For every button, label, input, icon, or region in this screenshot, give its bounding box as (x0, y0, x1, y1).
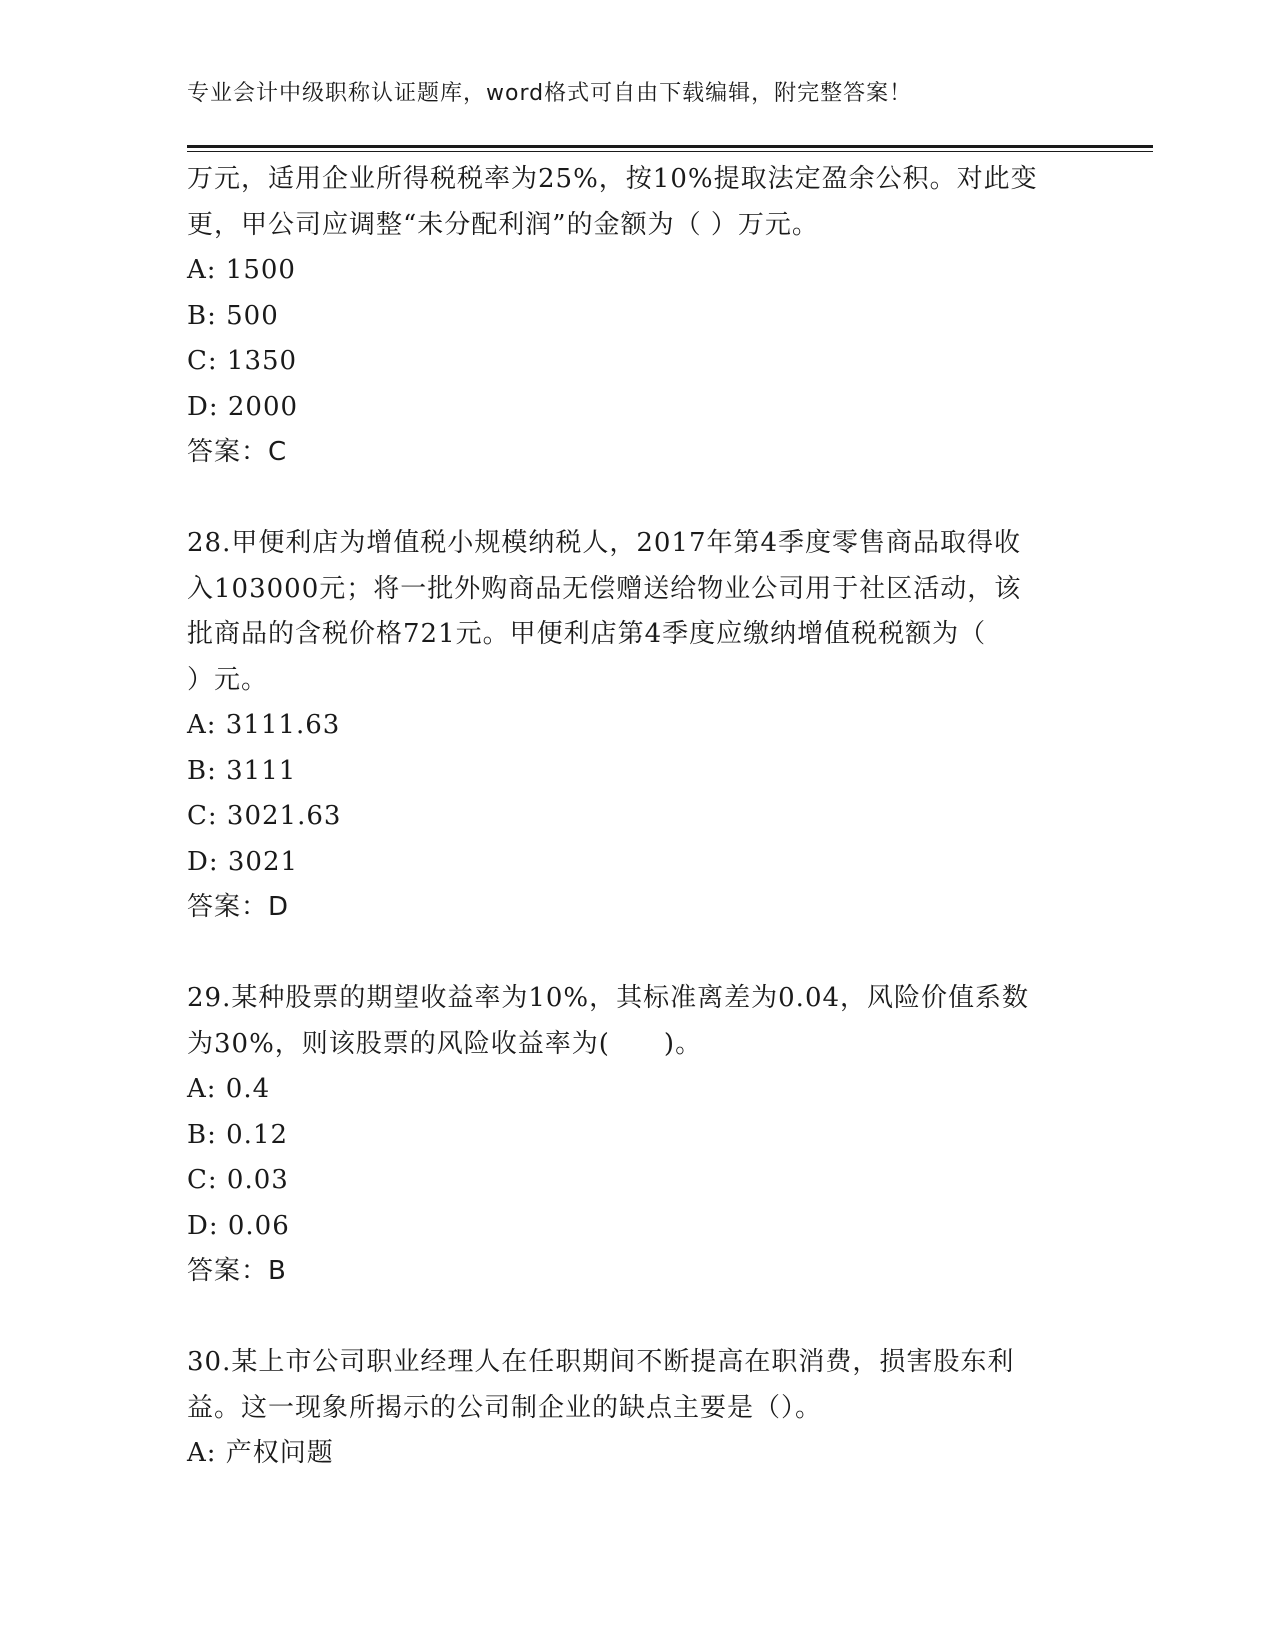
question-text-line: 29.某种股票的期望收益率为10%，其标准离差为0.04，风险价值系数 (187, 983, 1030, 1013)
option-a: A: 3111.63 (187, 710, 341, 740)
option-a: A: 产权问题 (187, 1438, 334, 1468)
option-d: D: 3021 (187, 846, 299, 877)
option-b: B: 0.12 (187, 1119, 289, 1150)
option-c: C: 1350 (187, 346, 298, 376)
question-text-line: 更，甲公司应调整“未分配利润”的金额为（ ）万元。 (187, 209, 819, 240)
question-text-line: 批商品的含税价格721元。甲便利店第4季度应缴纳增值税税额为（ (187, 619, 987, 649)
answer-line: 答案：C (187, 437, 288, 467)
option-c: C: 3021.63 (187, 801, 342, 831)
spacer (187, 476, 1087, 522)
question-30 (187, 1340, 1087, 1477)
option-d: D: 0.06 (187, 1210, 290, 1241)
answer-line: 答案：B (187, 1256, 287, 1286)
question-text-line: 益。这一现象所揭示的公司制企业的缺点主要是（）。 (187, 1392, 823, 1423)
question-text-line: 30.某上市公司职业经理人在任职期间不断提高在职消费，损害股东利 (187, 1347, 1015, 1377)
question-content (187, 157, 1087, 1477)
header-rule-thin (187, 151, 1153, 152)
question-27 (187, 157, 1087, 476)
question-28 (187, 521, 1087, 931)
question-text-line: 入103000元；将一批外购商品无偿赠送给物业公司用于社区活动，该 (187, 573, 1022, 604)
page-header: 专业会计中级职称认证题库，word格式可自由下载编辑，附完整答案！ (187, 81, 913, 106)
spacer (187, 1295, 1087, 1341)
option-a: A: 0.4 (187, 1074, 271, 1104)
question-text-line: 28.甲便利店为增值税小规模纳税人，2017年第4季度零售商品取得收 (187, 528, 1022, 558)
option-c: C: 0.03 (187, 1165, 289, 1195)
option-b: B: 500 (187, 300, 279, 331)
question-text-line: ）元。 (187, 664, 269, 695)
header-rule-thick (187, 145, 1153, 148)
answer-line: 答案：D (187, 892, 290, 922)
option-b: B: 3111 (187, 755, 297, 786)
question-text-line: 万元，适用企业所得税税率为25%，按10%提取法定盈余公积。对此变 (187, 164, 1038, 194)
spacer (187, 931, 1087, 977)
option-d: D: 2000 (187, 391, 299, 422)
question-text-line: 为30%，则该股票的风险收益率为( )。 (187, 1028, 703, 1059)
option-a: A: 1500 (187, 255, 296, 285)
question-29 (187, 976, 1087, 1295)
